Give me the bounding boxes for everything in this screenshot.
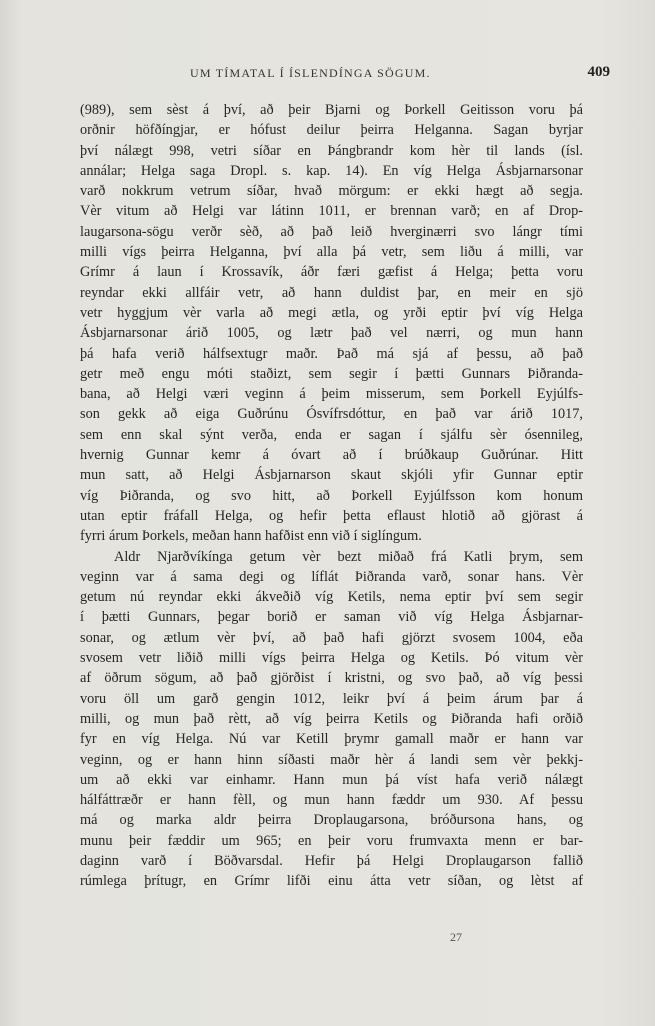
text-line: sonar, og ætlum vèr því, að það hafi gjörzt svosem 1004, eða bbox=[80, 629, 583, 646]
text-line: af öðrum sögum, að það gjörðist í kristni, og svo það, að víg þessi bbox=[80, 670, 583, 687]
text-line: bana, að Helgi væri veginn á þeim misserum, sem Þorkell Eyjúlfs- bbox=[80, 386, 583, 403]
printer-signature: 27 bbox=[450, 930, 462, 944]
text-line: (989), sem sèst á því, að þeir Bjarni og Þorkell Geitisson voru þá bbox=[80, 102, 583, 118]
text-line: orðnir höfðíngjar, er hófust deilur þeirra Helganna. Sagan byrjar bbox=[80, 122, 583, 139]
text-line: í þætti Gunnars, þegar borið er saman við víg Helga Ásbjarnar- bbox=[80, 609, 583, 626]
text-line: mun satt, að Helgi Ásbjarnarson skaut skjóli yfir Gunnar eptir bbox=[80, 467, 583, 484]
text-line: svosem vetr liðið milli vígs þeirra Helga og Ketils. Þó vitum vèr bbox=[80, 650, 583, 667]
text-line: þá hafa verið hálfsextugr maðr. Það má sjá af þessu, að það bbox=[80, 345, 583, 362]
text-line: rúmlega þrítugr, en Grímr lifði einu átta vetr síðan, og lètst af bbox=[80, 873, 583, 890]
text-line: veginn var á sama degi og líflát Þiðranda varð, sonar hans. Vèr bbox=[80, 568, 583, 585]
text-line: getr með engu móti staðizt, sem segir í þætti Gunnars Þiðranda- bbox=[80, 365, 583, 382]
text-line: milli vígs þeirra Helganna, því alla þá vetr, sem liðu á milli, var bbox=[80, 244, 583, 261]
text-line: veginn, og er hann hinn síðasti maðr hèr á landi sem vèr þekkj- bbox=[80, 751, 583, 768]
text-line: voru öll um garð gengin 1012, leikr því á þeim árum þar á bbox=[80, 690, 583, 707]
text-line: daginn varð í Böðvarsdal. Hefir þá Helgi Droplaugarson fallið bbox=[80, 852, 583, 869]
text-line: hvernig Gunnar kemr á óvart að í brúðkaup Guðrúnar. Hitt bbox=[80, 447, 583, 464]
text-line: fyrri árum Þorkels, meðan hann hafðist enn við í siglíngum. bbox=[80, 528, 422, 545]
text-line: varð nokkrum vetrum síðar, hvað mörgum: er ekki hægt að segja. bbox=[80, 183, 583, 200]
text-line: Aldr Njarðvíkínga getum vèr bezt miðað frá Katli þrym, sem bbox=[114, 548, 583, 565]
text-line: munu þeir fæddir um 965; en þeir voru frumvaxta menn er bar- bbox=[80, 832, 583, 849]
text-line: fyr en víg Helga. Nú var Ketill þrymr gamall maðr er hann var bbox=[80, 731, 583, 748]
text-line: laugarsona-sögu verðr sèð, að það leið hverginærri svo lángr tími bbox=[80, 223, 583, 240]
text-line: milli, og mun það rètt, að víg þeirra Ketils og Þiðranda hafi orðið bbox=[80, 710, 583, 727]
text-line: má og marka aldr þeirra Droplaugarsona, bróðursona hans, og bbox=[80, 812, 583, 829]
page-number: 409 bbox=[587, 64, 610, 80]
text-line: vetr hyggjum vèr varla að megi ætla, og yrði eptir því víg Helga bbox=[80, 304, 583, 321]
text-line: því nálægt 998, vetri síðar en Þángbrandr kom hèr til lands (ísl. bbox=[80, 142, 583, 159]
text-line: Vèr vitum að Helgi var látinn 1011, er brennan varð; en af Drop- bbox=[80, 203, 583, 220]
text-line: getum nú reyndar ekki ákveðið víg Ketils, nema eptir því sem segir bbox=[80, 589, 583, 606]
text-line: son gekk að eiga Guðrúnu Ósvífrsdóttur, en það var árið 1017, bbox=[80, 406, 583, 423]
header-title: UM TÍMATAL Í ÍSLENDÍNGA SÖGUM. bbox=[190, 66, 431, 80]
text-line: um að ekki var einhamr. Hann mun þá víst hafa verið nálægt bbox=[80, 771, 583, 788]
body-text bbox=[80, 100, 583, 892]
text-line: sem enn skal sýnt verða, enda er sagan í sjálfu sèr ósennileg, bbox=[80, 426, 583, 443]
text-line: víg Þiðranda, og svo hitt, að Þorkell Eyjúlfsson kom honum bbox=[80, 487, 583, 504]
running-header bbox=[80, 66, 610, 88]
text-line: annálar; Helga saga Dropl. s. kap. 14). En víg Helga Ásbjarnarsonar bbox=[80, 162, 583, 179]
text-line: utan eptir fráfall Helga, og hefir þetta eflaust hlotið að gjörast á bbox=[80, 507, 583, 524]
text-line: reyndar ekki allfáir vetr, að hann duldist þar, en meir en sjö bbox=[80, 284, 583, 301]
text-line: Ásbjarnarsonar árið 1005, og lætr það vel nærri, og mun hann bbox=[80, 325, 583, 342]
text-line: hálfáttræðr er hann fèll, og mun hann fæddr um 930. Af þessu bbox=[80, 792, 583, 809]
text-line: Grímr á laun í Krossavík, áðr færi gæfist á Helga; þetta voru bbox=[80, 264, 583, 281]
